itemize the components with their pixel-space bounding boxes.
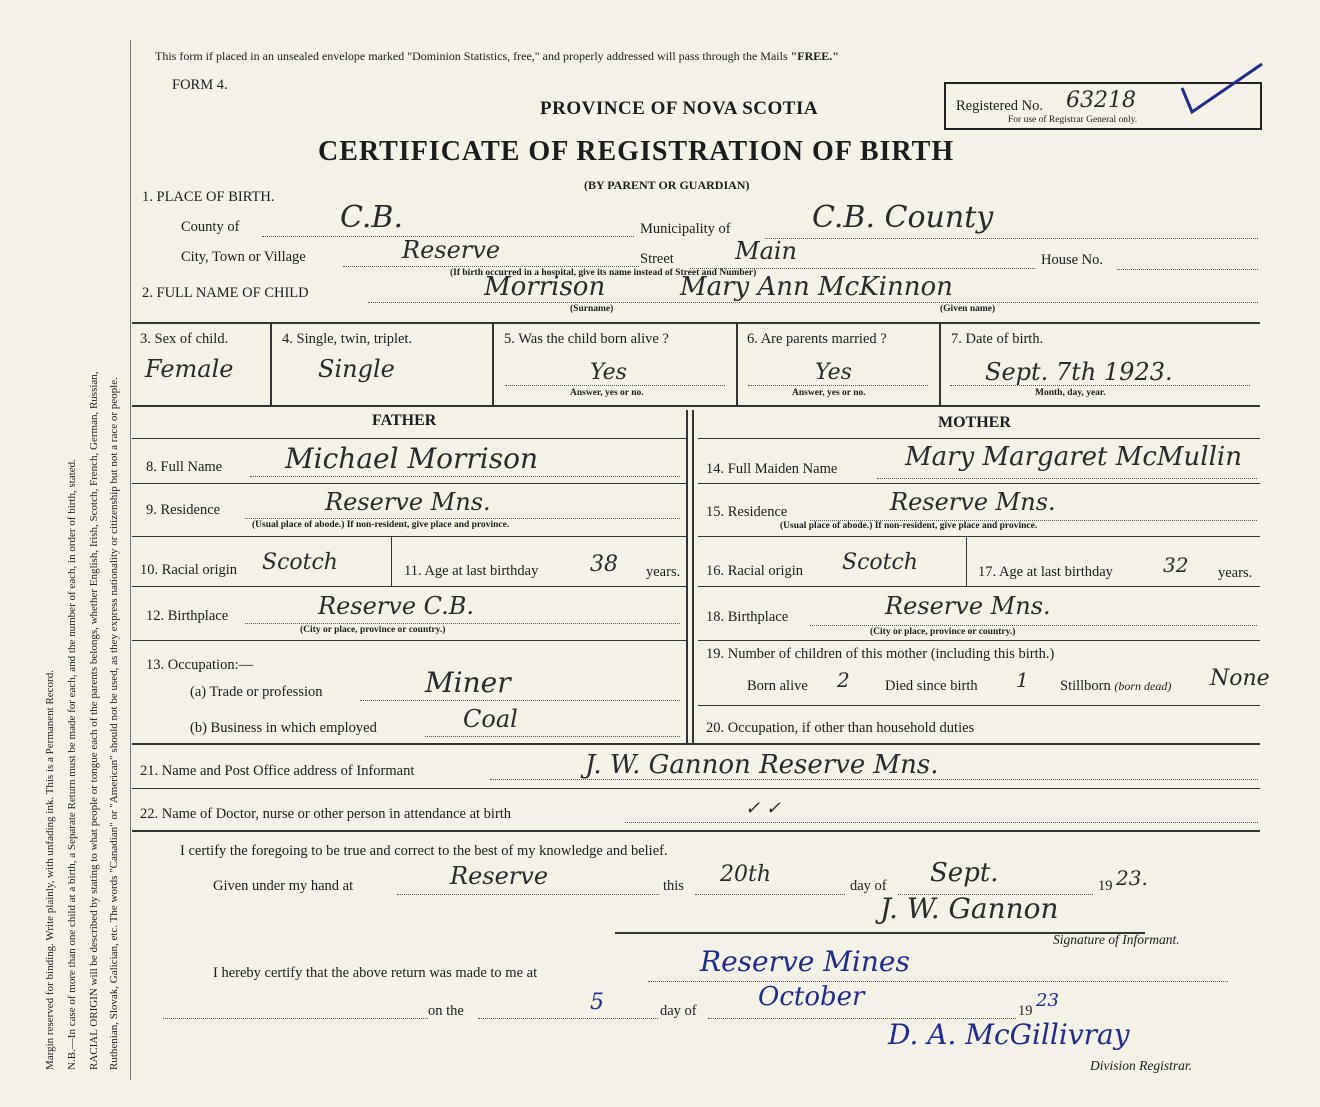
born-alive-count-label: Born alive [747,678,808,694]
this-label: this [663,878,684,894]
mother-name-line [877,478,1257,479]
registrar-year-value: 23 [1036,990,1059,1011]
rule-below-row3 [132,405,1260,407]
born-alive-caption: Answer, yes or no. [570,388,644,398]
trade-label: (a) Trade or profession [190,684,323,700]
date-of-birth-line [950,385,1250,386]
sex-value: Female [145,355,234,383]
informant-signature: J. W. Gannon [880,892,1059,925]
born-alive-value: Yes [590,360,627,385]
rule-below-doctor [132,830,1260,832]
registrar-day-line [478,1018,658,1019]
stillborn-value: None [1210,666,1270,691]
plurality-value: Single [318,355,395,383]
trade-value: Miner [425,666,511,699]
certificate-subtitle: (BY PARENT OR GUARDIAN) [584,178,750,192]
mother-race-label: 16. Racial origin [706,563,804,579]
row3-divider-3 [736,322,738,405]
place-of-birth-label: 1. PLACE OF BIRTH. [142,189,275,205]
given-place-value: Reserve [450,862,549,890]
registered-number: 63218 [1066,88,1136,113]
father-rule-5 [132,640,686,641]
mother-rule-1 [698,438,1260,439]
date-of-birth-label: 7. Date of birth. [951,331,1044,347]
center-divider-right [692,410,694,743]
mother-name-label: 14. Full Maiden Name [706,461,838,477]
trade-line [360,700,680,701]
informant-value: J. W. Gannon Reserve Mns. [585,750,939,780]
side-note-multiple-births: N.B.—In case of more than one child at a birth, a Separate Return must be made for each, and the number of each, in order of birth, stated. [66,459,78,1070]
house-number-line [1117,269,1258,270]
registrar-on-label: on the [428,1003,464,1019]
mother-rule-5 [698,640,1260,641]
father-rule-1 [132,438,686,439]
given-place-line [397,894,659,895]
city-line [343,266,639,267]
father-birthplace-caption: (City or place, province or country.) [300,625,446,635]
province-title: PROVINCE OF NOVA SCOTIA [540,98,819,119]
mother-residence-caption: (Usual place of abode.) If non-resident, give place and province. [780,521,1038,531]
given-caption: (Given name) [940,304,996,314]
parents-married-line [748,385,928,386]
row3-divider-4 [939,322,941,405]
certificate-title: CERTIFICATE OF REGISTRATION OF BIRTH [318,136,955,167]
certify-day-value: 20th [720,862,772,887]
father-years-label: years. [646,564,681,580]
row3-divider-1 [270,322,272,405]
father-rule-3 [132,536,686,537]
born-alive-line [505,385,725,386]
mother-rule-2 [698,483,1260,484]
father-race-label: 10. Racial origin [140,562,238,578]
father-birthplace-label: 12. Birthplace [146,608,229,624]
mother-rule-3 [698,536,1260,537]
certify-day-line [695,894,845,895]
business-label: (b) Business in which employed [190,720,377,736]
sex-label: 3. Sex of child. [140,331,229,347]
mother-birthplace-caption: (City or place, province or country.) [870,627,1016,637]
mother-name-value: Mary Margaret McMullin [905,442,1242,472]
municipality-label: Municipality of [640,221,731,237]
died-since-birth-value: 1 [1016,668,1029,692]
registrar-dayof-label: day of [660,1003,697,1019]
mother-heading: MOTHER [938,414,1011,431]
father-residence-caption: (Usual place of abode.) If non-resident, give place and province. [252,520,510,530]
rule-below-parents [132,743,1260,745]
rule-informant [132,788,1260,789]
mother-residence-value: Reserve Mns. [890,488,1056,516]
hospital-note: (If birth occurred in a hospital, give its name instead of Street and Number) [450,268,757,278]
child-name-label: 2. FULL NAME OF CHILD [142,285,309,301]
mother-age-divider [966,536,967,586]
municipality-value: C.B. County [812,200,994,235]
father-residence-label: 9. Residence [146,502,221,518]
certify-month-value: Sept. [930,858,999,888]
father-residence-line [245,518,680,519]
side-note-nationality: Ruthenian, Slovak, Galician, etc. The words "Canadian" or "American" should not be used, as they express nationality or citizenship but not a race or people. [108,377,120,1070]
mother-years-label: years. [1218,565,1253,581]
mail-note: This form if placed in an unsealed envelope marked "Dominion Statistics, free," and properly addressed will pass through the Mails "FREE." [155,49,839,63]
stillborn-label: Stillborn (born dead) [1060,678,1172,694]
parents-married-question: 6. Are parents married ? [747,331,887,347]
registrar-statement: I hereby certify that the above return was made to me at [213,965,538,981]
parents-married-caption: Answer, yes or no. [792,388,866,398]
mother-rule-6 [698,705,1260,706]
business-value: Coal [463,705,518,733]
county-value: C.B. [340,200,404,235]
doctor-label: 22. Name of Doctor, nurse or other person in attendance at birth [140,806,512,822]
surname-caption: (Surname) [570,304,614,314]
father-birthplace-value: Reserve C.B. [318,592,475,620]
father-birthplace-line [245,623,680,624]
registrar-month-value: October [758,982,865,1012]
date-of-birth-value: Sept. 7th 1923. [985,358,1173,386]
side-note-binding: Margin reserved for binding. Write plainly, with unfading ink. This is a Permanent Record. [44,670,56,1070]
certify-dayof-label: day of [850,878,887,894]
street-value: Main [735,237,798,265]
born-alive-count-value: 2 [837,668,850,692]
certify-year-prefix: 19 [1098,878,1113,894]
father-age-value: 38 [590,552,618,577]
center-divider-left [686,410,688,743]
father-residence-value: Reserve Mns. [325,488,491,516]
informant-signature-caption: Signature of Informant. [1053,932,1180,947]
registrar-place-line [648,981,1228,982]
form-number: FORM 4. [172,77,228,93]
father-race-value: Scotch [262,550,338,575]
child-surname-value: Morrison [484,272,606,302]
mother-age-label: 17. Age at last birthday [978,564,1113,580]
check-mark-icon [1178,60,1268,120]
registrar-note: For use of Registrar General only. [1008,115,1138,125]
father-rule-4 [132,586,686,587]
certify-statement: I certify the foregoing to be true and correct to the best of my knowledge and belief. [180,843,668,859]
father-age-label: 11. Age at last birthday [404,563,539,579]
registrar-signature: D. A. McGillivray [888,1018,1130,1051]
occupation-label: 13. Occupation:— [146,657,254,673]
given-under-hand-label: Given under my hand at [213,878,354,894]
city-value: Reserve [402,236,501,264]
street-label: Street [640,251,674,267]
registrar-day-value: 5 [590,990,604,1015]
parents-married-value: Yes [815,360,852,385]
municipality-line [765,238,1258,239]
children-count-label: 19. Number of children of this mother (including this birth.) [706,646,1055,662]
child-name-line [368,302,1258,303]
certify-year-value: 23. [1116,866,1148,890]
father-heading: FATHER [372,412,437,429]
father-rule-2 [132,483,686,484]
mother-residence-label: 15. Residence [706,504,788,520]
father-name-line [250,476,680,477]
county-label: County of [181,219,240,235]
row3-divider-2 [492,322,494,405]
doctor-line [625,822,1258,823]
registrar-date-leader [163,1018,428,1019]
house-number-label: House No. [1041,252,1104,268]
died-since-birth-label: Died since birth [885,678,978,694]
mother-birthplace-label: 18. Birthplace [706,609,789,625]
city-label: City, Town or Village [181,249,306,265]
informant-label: 21. Name and Post Office address of Informant [140,763,415,779]
father-name-value: Michael Morrison [285,442,538,475]
registrar-place-value: Reserve Mines [700,945,910,978]
registrar-signature-caption: Division Registrar. [1090,1058,1193,1073]
mother-age-value: 32 [1163,553,1189,577]
side-note-racial-origin: RACIAL ORIGIN will be described by stating to what people or tongue each of the parents belongs, whether English, Irish, Scotch, French, German, Russian, [88,371,100,1070]
mother-rule-4 [698,586,1260,587]
date-of-birth-caption: Month, day, year. [1035,388,1106,398]
doctor-value: ✓ ✓ [745,798,781,819]
mother-birthplace-line [810,625,1257,626]
plurality-label: 4. Single, twin, triplet. [282,331,413,347]
business-line [425,736,680,737]
mother-occupation-label: 20. Occupation, if other than household duties [706,720,975,736]
born-alive-question: 5. Was the child born alive ? [504,331,669,347]
rule-above-row3 [132,322,1260,324]
father-age-divider [391,536,392,586]
registered-label: Registered No. [956,98,1043,114]
margin-line [130,40,131,1080]
registrar-year-prefix: 19 [1018,1003,1033,1019]
child-given-value: Mary Ann McKinnon [680,272,953,302]
mother-birthplace-value: Reserve Mns. [885,592,1051,620]
father-name-label: 8. Full Name [146,459,223,475]
mother-race-value: Scotch [842,550,918,575]
